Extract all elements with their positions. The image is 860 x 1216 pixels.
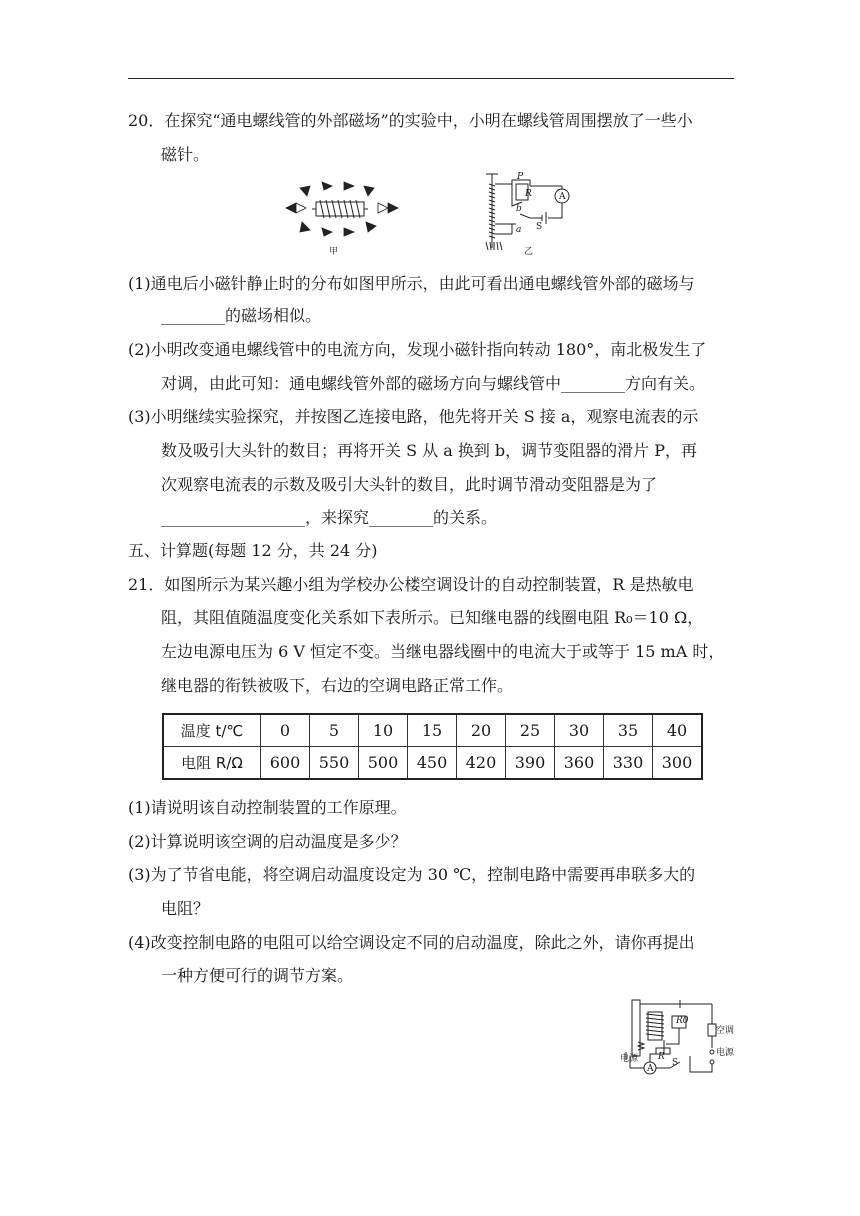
relay-figure-label-power-right: 电源 [716,1048,735,1058]
table-row-resistance [163,747,702,780]
q20-part2-line2: 对调，由此可知：通电螺线管外部的磁场方向与螺线管中________方向有关。 [161,374,706,393]
table-cell: 35 [604,714,653,747]
relay-figure-label-aircon: 空调 [716,1026,735,1036]
table-cell: 10 [359,714,408,747]
relay-circuit-figure [620,996,740,1080]
temperature-resistance-table [162,713,703,780]
relay-figure-label-r0: R0 [676,1016,689,1026]
compass-needle [322,228,332,236]
q20-part3-line1: (3)小明继续实验探究，并按图乙连接电路，他先将开关 S 接 a，观察电流表的示 [128,407,699,426]
table-cell: 420 [457,747,506,780]
compass-needle [322,182,332,190]
q21-sub3-line2: 电阻？ [161,899,210,918]
table-header-temperature: 温度 t/℃ [163,714,261,747]
q20-part3-line4: __________________，来探究________的关系。 [161,508,498,527]
table-cell: 5 [310,714,359,747]
figure-yi-label-p: P [517,172,524,182]
relay-figure-label-s: S [672,1058,679,1068]
compass-needle [378,203,388,213]
table-cell: 360 [555,747,604,780]
figure-yi-label-r: R [525,189,532,199]
q20-part1-line1: (1)通电后小磁针静止时的分布如图甲所示，由此可看出通电螺线管外部的磁场与 [128,274,695,293]
table-cell: 20 [457,714,506,747]
q20-part3-line2: 数及吸引大头针的数目；再将开关 S 从 a 换到 b，调节变阻器的滑片 P，再 [161,441,698,460]
q21-sub1: (1)请说明该自动控制装置的工作原理。 [128,798,407,817]
table-cell: 500 [359,747,408,780]
table-cell: 390 [506,747,555,780]
compass-needle [388,203,398,213]
compass-needle [344,228,354,236]
table-cell: 40 [653,714,703,747]
table-header-resistance: 电阻 R/Ω [163,747,261,780]
figure-yi-label-s: S [536,222,543,232]
figure-yi-caption: 乙 [524,247,534,257]
table-cell: 550 [310,747,359,780]
q20-text-line1: 20．在探究“通电螺线管的外部磁场”的实验中，小明在螺线管周围摆放了一些小 [128,111,693,130]
q21-text-line4: 继电器的衔铁被吸下，右边的空调电路正常工作。 [161,676,514,695]
q21-sub4-line2: 一种方便可行的调节方案。 [161,966,354,985]
relay-figure-label-power-left: 电源 [620,1054,639,1064]
compass-needle [366,222,376,232]
compass-needle [286,203,296,213]
figure-yi-label-ammeter: A [559,192,566,202]
compass-needle [300,222,310,232]
q21-text-line1: 21．如图所示为某兴趣小组为学校办公楼空调设计的自动控制装置，R 是热敏电 [128,575,694,594]
q21-sub2: (2)计算说明该空调的启动温度是多少？ [128,832,407,851]
table-cell: 600 [261,747,310,780]
table-row-temperature [163,714,702,747]
q20-part2-line1: (2)小明改变通电螺线管中的电流方向，发现小磁针指向转动 180°，南北极发生了 [128,340,707,359]
q21-sub3-line1: (3)为了节省电能，将空调启动温度设定为 30 ℃，控制电路中需要再串联多大的 [128,865,696,884]
header-rule [128,78,734,79]
table-cell: 330 [604,747,653,780]
compass-needle [296,203,306,213]
figure-jia-solenoid [282,178,400,244]
q21-text-line2: 阻，其阻值随温度变化关系如下表所示。已知继电器的线圈电阻 R₀＝10 Ω， [161,608,704,627]
figure-jia-label: 甲 [329,247,339,257]
table-cell: 450 [408,747,457,780]
q21-text-line3: 左边电源电压为 6 V 恒定不变。当继电器线圈中的电流大于或等于 15 mA 时， [161,642,725,661]
table-cell: 25 [506,714,555,747]
table-cell: 300 [653,747,703,780]
compass-needle [344,182,354,190]
table-cell: 0 [261,714,310,747]
figure-yi-label-b: b [516,204,522,214]
table-cell: 30 [555,714,604,747]
table-cell: 15 [408,714,457,747]
relay-figure-label-ammeter: A [647,1064,654,1074]
relay-figure-label-r: R [658,1052,665,1062]
figure-yi-label-a: a [516,225,522,235]
q21-sub4-line1: (4)改变控制电路的电阻可以给空调设定不同的启动温度，除此之外，请你再提出 [128,933,695,952]
figure-yi-circuit [482,172,582,254]
q20-part3-line3: 次观察电流表的示数及吸引大头针的数目，此时调节滑动变阻器是为了 [161,475,658,494]
q20-part1-line2: ________的磁场相似。 [161,306,322,325]
compass-needle [300,186,310,196]
q20-text-line2: 磁针。 [161,145,210,164]
section-heading: 五、计算题(每题 12 分，共 24 分) [128,541,378,560]
compass-needle [364,186,374,196]
